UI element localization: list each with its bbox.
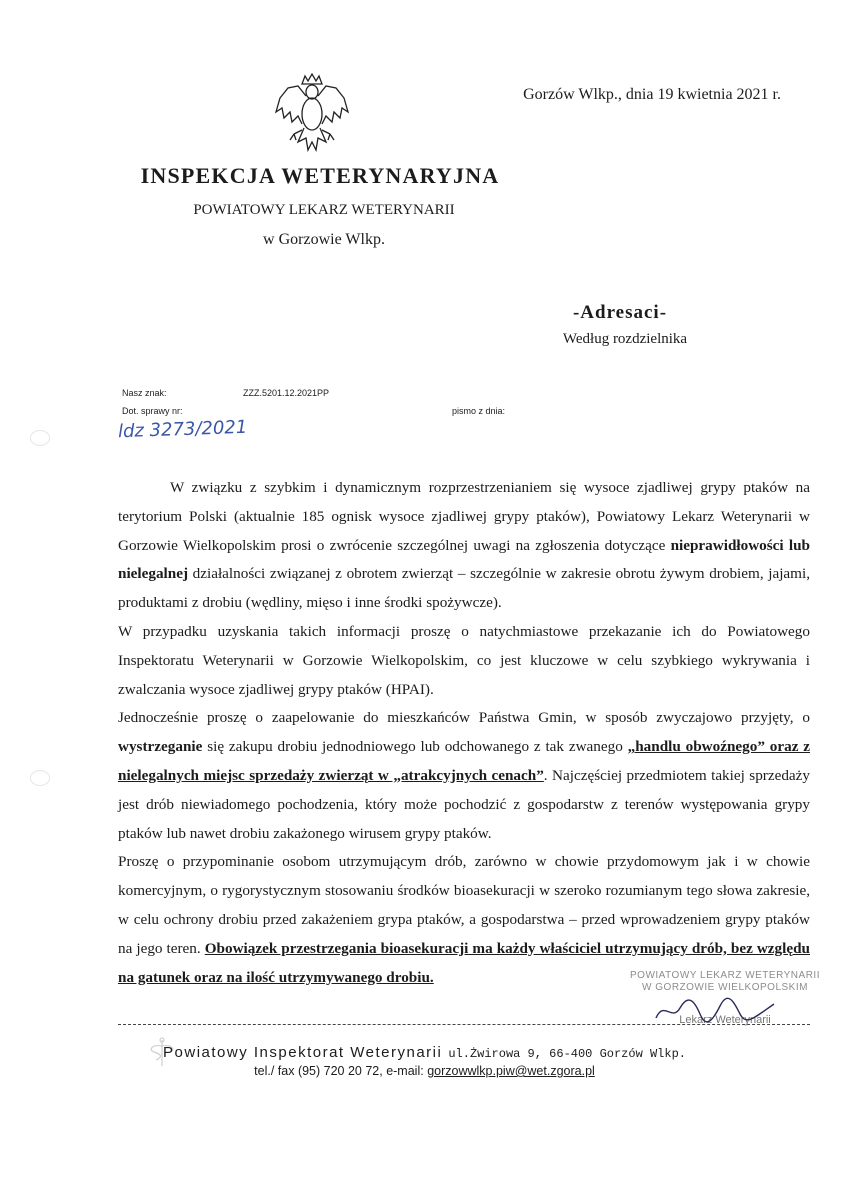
footer-divider <box>118 1024 810 1025</box>
stamp-line-2: W GORZOWIE WIELKOPOLSKIM <box>642 982 808 993</box>
letter-body <box>118 474 810 992</box>
footer-phone: tel./ fax (95) 720 20 72, e-mail: <box>254 1064 424 1078</box>
case-ref-handwritten: ldz 3273/2021 <box>117 416 248 443</box>
institution-title: INSPEKCJA WETERYNARYJNA <box>140 163 500 188</box>
eagle-emblem-icon <box>272 72 352 158</box>
our-ref-value: ZZZ.5201.12.2021PP <box>243 388 330 398</box>
footer-institution-name: Powiatowy Inspektorat Weterynarii <box>163 1044 443 1061</box>
letter-date: Gorzów Wlkp., dnia 19 kwietnia 2021 r. <box>523 86 781 103</box>
paragraph-3: Jednocześnie proszę o zaapelowanie do mieszkańców Państwa Gmin, w sposób zwyczajowo przyjęty, o wystrzeganie się zakupu drobiu jednodniowego lub odchowanego z tak zwanego „handlu obwoźnego” oraz z nielegalnych miejsc sprzedaży zwierząt w „atrakcyjnych cenach”. Najczęściej przedmiotem takiej sprzedaży jest drób niewiadomego pochodzenia, który może pochodzić z gospodarstw z terenów występowania grypy ptaków lub nawet drobiu zakażonego wirusem grypy ptaków. <box>118 709 811 842</box>
case-ref-label: Dot. sprawy nr: <box>122 406 183 416</box>
letter-of-label: pismo z dnia: <box>452 406 506 416</box>
institution-city: w Gorzowie Wlkp. <box>263 231 385 248</box>
paragraph-3-bold-2: „handlu obwoźnego” oraz z nielegalnych miejsc sprzedaży zwierząt w „atrakcyjnych cenach” <box>118 738 811 784</box>
recipient-subtitle: Według rozdzielnika <box>562 331 688 347</box>
paragraph-2: W przypadku uzyskania takich informacji proszę o natychmiastowe przekazanie ich do Powiatowego Inspektoratu Weterynarii w Gorzowie Wielkopolskim, co jest kluczowe w celu szybkiego wykrywania i zwalczania wysoce zjadliwej grypy ptaków (HPAI). <box>118 622 810 698</box>
signature-icon <box>650 996 780 1026</box>
footer-institution <box>0 1044 849 1062</box>
recipient-title: -Adresaci- <box>572 302 668 323</box>
stamp-role: Lekarz Weterynarii <box>679 1014 771 1026</box>
punch-hole-mark <box>30 430 50 446</box>
our-ref-label: Nasz znak: <box>122 388 167 398</box>
paragraph-1: W związku z szybkim i dynamicznym rozprzestrzenianiem się wysoce zjadliwej grypy ptaków na terytorium Polski (aktualnie 185 ognisk wysoce zjadliwej grypy ptaków), Powiatowy Lekarz Weterynarii w Gorzowie Wielkopolskim prosi o zwrócenie szczególnej uwagi na zgłoszenia dotyczące nieprawidłowości lub nielegalnej działalności związanej z obrotem zwierząt – szczególnie w zakresie obrotu żywym drobiem, jajami, produktami z drobiu (wędliny, mięso i inne środki spożywcze). <box>118 479 811 612</box>
institution-subtitle: POWIATOWY LEKARZ WETERYNARII <box>193 202 455 218</box>
footer-address: ul.Żwirowa 9, 66-400 Gorzów Wlkp. <box>448 1047 686 1061</box>
punch-hole-mark <box>30 770 50 786</box>
paragraph-4: Proszę o przypominanie osobom utrzymującym drób, zarówno w chowie przydomowym jak i w chowie komercyjnym, o rygorystycznym stosowaniu środków bioasekuracji w szeroko rozumianym tego słowa zakresie, w celu ochrony drobiu przed zakażeniem grypa ptaków, a gospodarstwa – przed wprowadzeniem grypy ptaków na jego teren. Obowiązek przestrzegania bioasekuracji ma każdy właściciel utrzymujący drób, bez względu na gatunek oraz na ilość utrzymywanego drobiu. <box>118 853 810 986</box>
footer-contact <box>0 1064 849 1078</box>
paragraph-3-bold-1: wystrzeganie <box>118 738 203 756</box>
footer-email-link[interactable]: gorzowwlkp.piw@wet.zgora.pl <box>427 1064 595 1078</box>
paragraph-4-bold: Obowiązek przestrzegania bioasekuracji ma każdy właściciel utrzymujący drób, bez względu na gatunek oraz na ilość utrzymywanego drobiu. <box>118 939 810 986</box>
paragraph-1-bold: nieprawidłowości lub nielegalnej <box>118 536 810 583</box>
stamp-line-1: POWIATOWY LEKARZ WETERYNARII <box>630 970 820 981</box>
